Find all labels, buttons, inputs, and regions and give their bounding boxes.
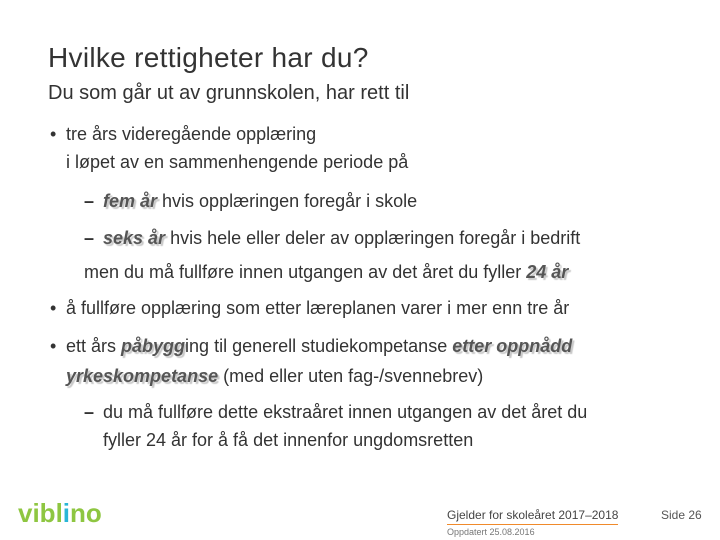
bullet-2-text: å fullføre opplæring som etter læreplanen varer i mer enn tre år (66, 298, 570, 318)
bullet-3-line-2 (66, 366, 483, 387)
sub-2-emphasis: seks år (103, 228, 166, 248)
sub-2-dash: – (84, 228, 95, 248)
viblino-logo (18, 498, 102, 529)
sub-2-text (103, 228, 580, 249)
bullet-3-line-1 (66, 336, 572, 357)
bullet-2-marker: • (50, 298, 57, 318)
bullet-3-part-2: ing til generell studiekompetanse (185, 336, 453, 356)
logo-part-3: no (70, 498, 102, 528)
page-number: Side 26 (661, 508, 702, 522)
sub-2b-text: men du må fullføre innen utgangen av det året du fyller (84, 262, 527, 282)
sub-1-dash: – (84, 191, 95, 211)
bullet-1-line-1: tre års videregående opplæring (66, 124, 317, 144)
sub-2-rest: hvis hele eller deler av opplæringen foregår i bedrift (165, 228, 581, 248)
sub-1-rest: hvis opplæringen foregår i skole (157, 191, 418, 211)
bullet-3-emphasis-1: påbygg (121, 336, 186, 356)
sub-3-line-2: fyller 24 år for å få det innenfor ungdomsretten (103, 430, 474, 450)
bullet-3-emphasis-2: etter oppnådd (452, 336, 573, 356)
slide-subtitle: Du som går ut av grunnskolen, har rett til (48, 82, 410, 104)
bullet-3-part-3: (med eller uten fag-/svennebrev) (218, 366, 484, 386)
bullet-3-emphasis-3: yrkeskompetanse (66, 366, 219, 386)
sub-2-continuation (84, 262, 568, 283)
bullet-3-part-1: ett års (66, 336, 122, 356)
logo-part-2: i (62, 498, 71, 528)
logo-part-1: vibl (18, 498, 63, 528)
bullet-1-marker: • (50, 124, 57, 144)
sub-2b-emphasis: 24 år (526, 262, 569, 282)
sub-3-line-1: du må fullføre dette ekstraåret innen utgangen av det året du (103, 402, 588, 422)
footer-updated-date: Oppdatert 25.08.2016 (447, 527, 535, 537)
slide-title: Hvilke rettigheter har du? (48, 42, 369, 73)
sub-1-emphasis: fem år (103, 191, 158, 211)
sub-1-text (103, 191, 417, 212)
bullet-1-line-2: i løpet av en sammenhengende periode på (66, 152, 409, 172)
bullet-3-marker: • (50, 336, 57, 356)
footer-school-year-note: Gjelder for skoleåret 2017–2018 (447, 508, 619, 522)
sub-3-dash: – (84, 402, 95, 422)
